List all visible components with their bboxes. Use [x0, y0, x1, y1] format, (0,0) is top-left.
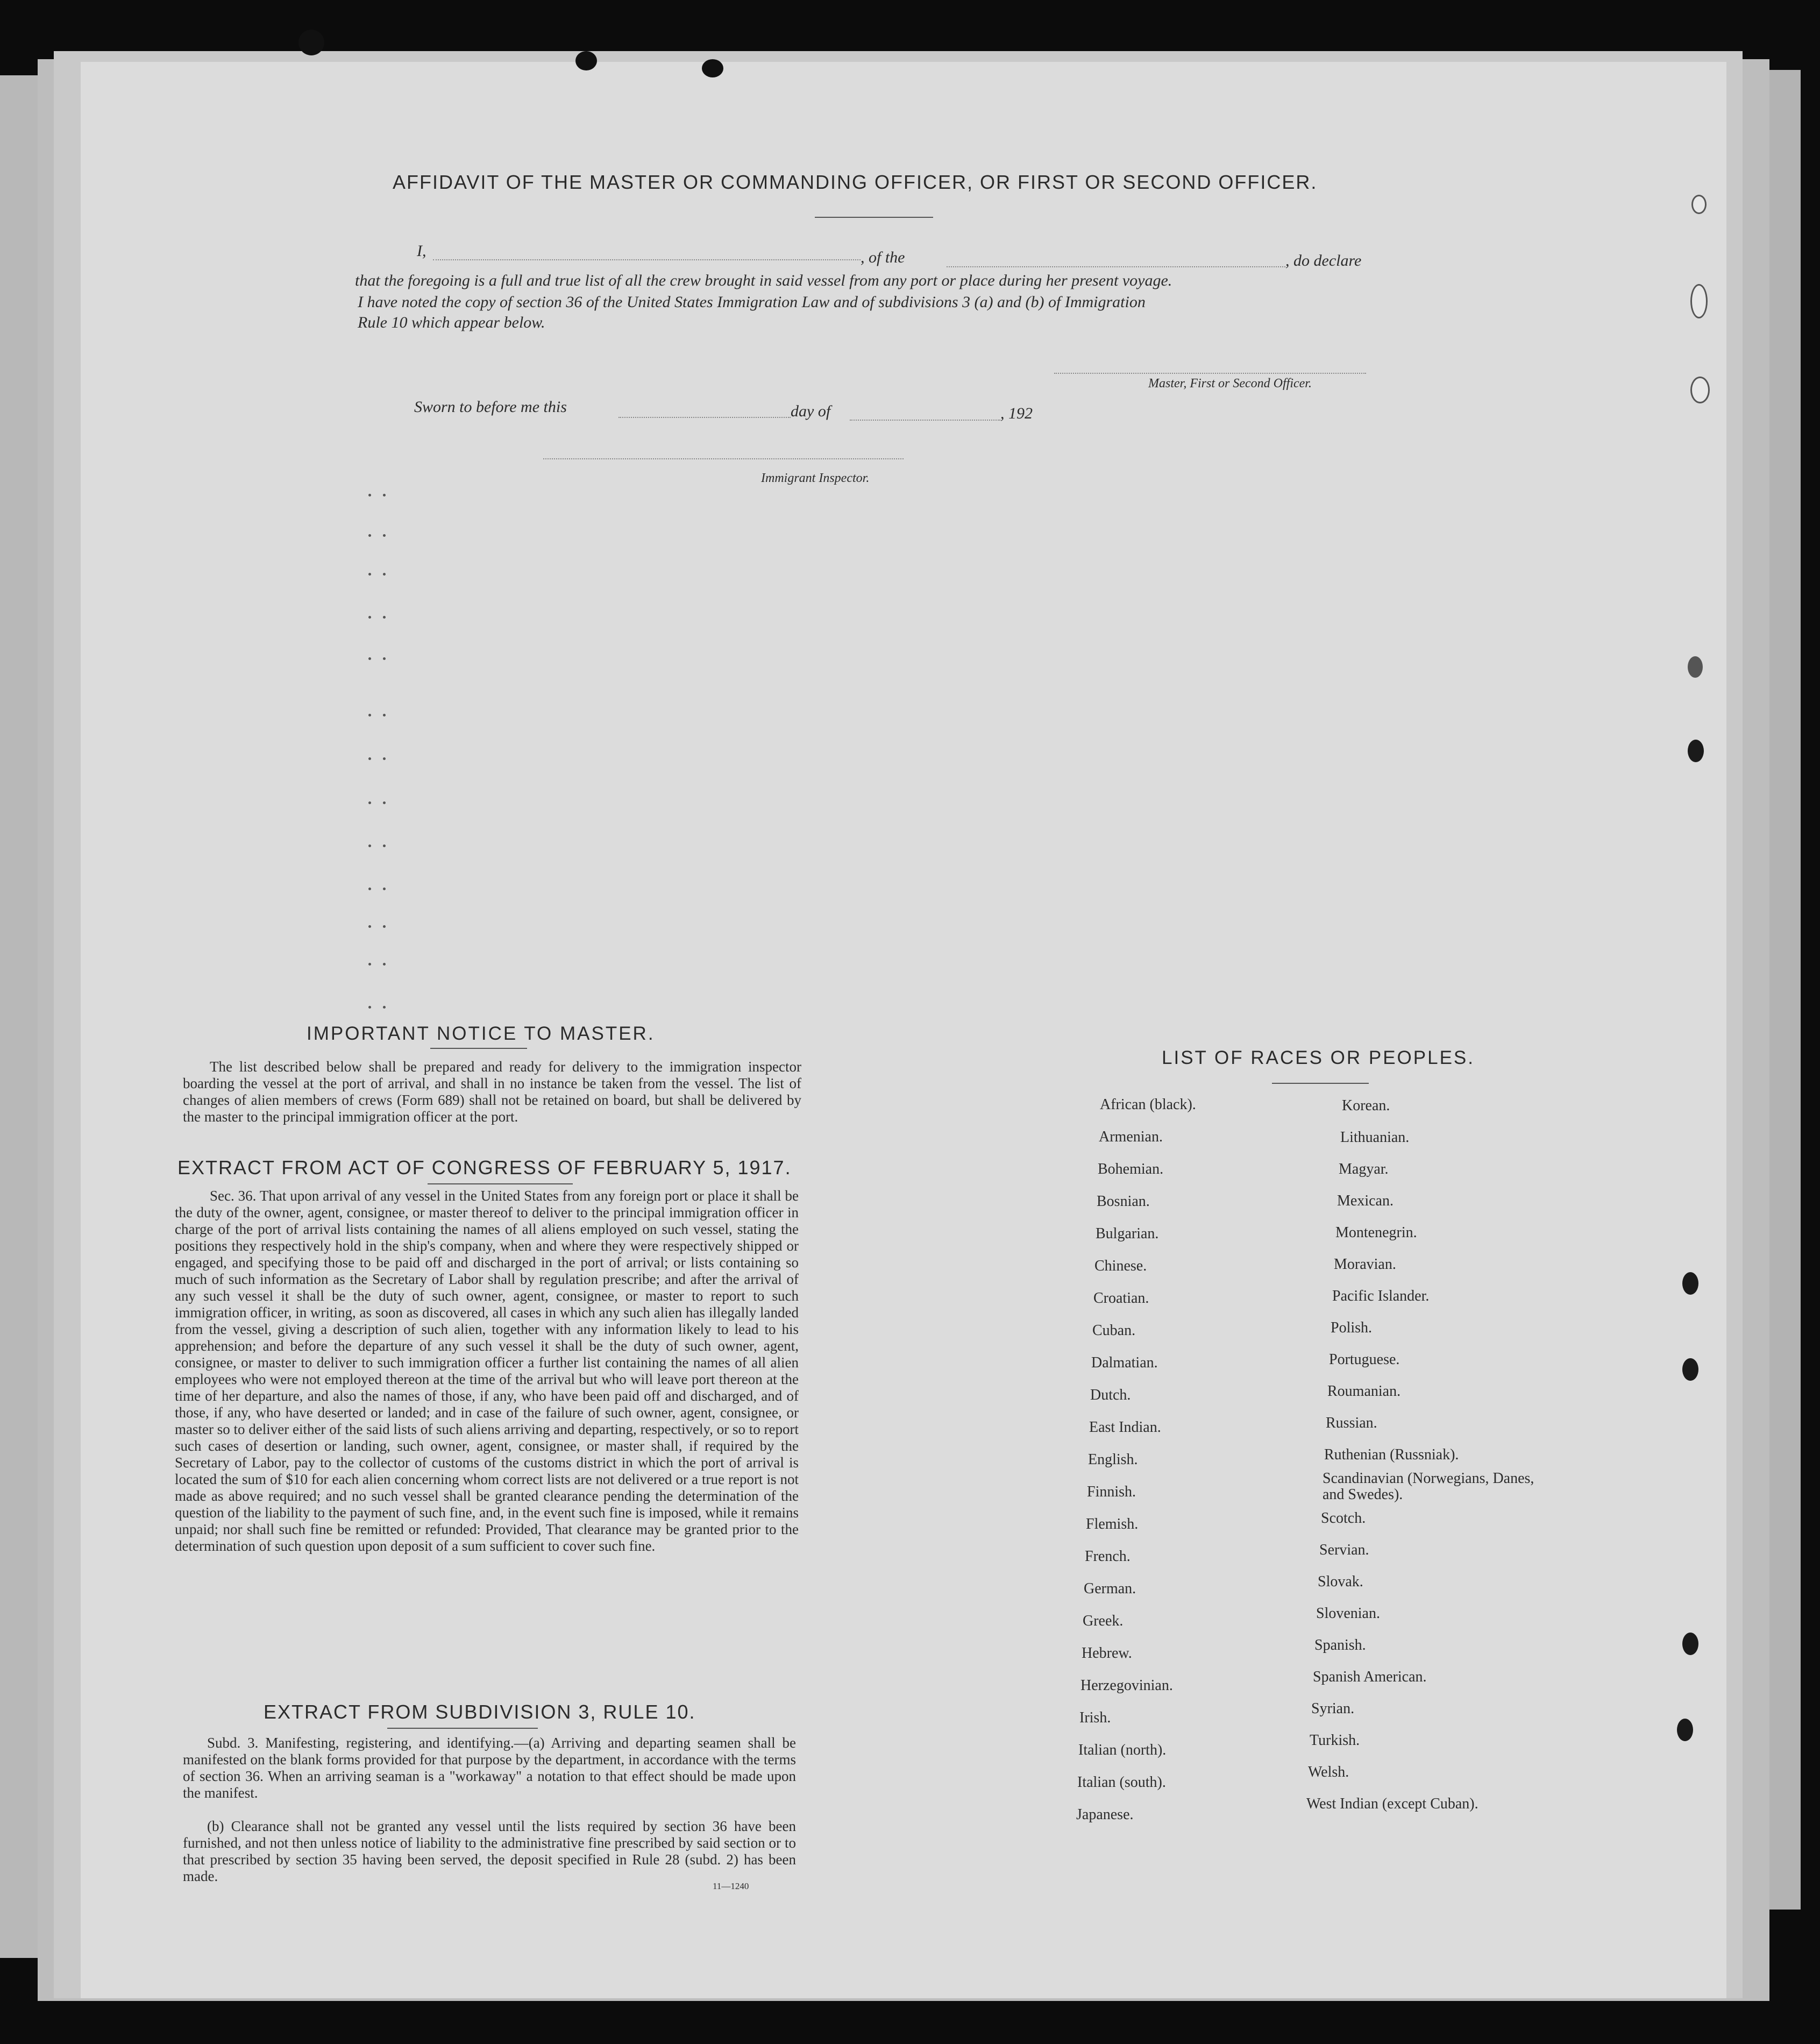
race-item: Croatian.	[1093, 1290, 1149, 1307]
race-item: Spanish.	[1314, 1637, 1366, 1653]
race-item: Armenian.	[1099, 1129, 1163, 1145]
race-item: Bosnian.	[1097, 1193, 1150, 1210]
binder-hole	[298, 30, 324, 55]
punch-hole	[1688, 656, 1703, 678]
dot-mark	[368, 888, 371, 890]
race-item: English.	[1088, 1451, 1138, 1468]
day-of-text: day of	[791, 402, 831, 420]
race-item: Korean.	[1342, 1097, 1390, 1114]
dot-mark	[383, 844, 386, 847]
binder-hole	[575, 51, 597, 70]
punch-hole	[1677, 1719, 1693, 1741]
race-item: Bohemian.	[1098, 1161, 1164, 1177]
race-item: Dalmatian.	[1091, 1354, 1158, 1371]
punch-hole	[1690, 377, 1710, 403]
race-item: Montenegrin.	[1335, 1224, 1417, 1241]
day-blank[interactable]	[618, 417, 791, 418]
dot-mark	[383, 1006, 386, 1009]
dot-mark	[383, 534, 386, 537]
dot-mark	[368, 963, 371, 966]
race-item: Cuban.	[1092, 1322, 1136, 1339]
race-item: East Indian.	[1089, 1419, 1161, 1436]
race-item: Mexican.	[1337, 1193, 1394, 1209]
dot-mark	[368, 573, 371, 576]
dot-mark	[383, 657, 386, 660]
dot-mark	[383, 888, 386, 890]
race-item: Servian.	[1319, 1542, 1369, 1558]
race-item: Slovenian.	[1316, 1605, 1380, 1622]
dot-mark	[383, 494, 386, 496]
dot-mark	[368, 757, 371, 760]
race-item: Herzegovinian.	[1080, 1677, 1173, 1694]
race-item: Russian.	[1326, 1415, 1377, 1431]
race-item: Chinese.	[1094, 1258, 1147, 1274]
dot-mark	[368, 534, 371, 537]
form-number: 11—1240	[713, 1881, 749, 1891]
dot-mark	[383, 925, 386, 928]
affidavit-i: I,	[417, 242, 426, 260]
sworn-text: Sworn to before me this	[414, 398, 567, 416]
race-item: Pacific Islander.	[1332, 1288, 1430, 1304]
act-text: Sec. 36. That upon arrival of any vessel in the United States from any foreign port or place it shall be the duty of the owner, agent, consignee, or master thereof to deliver to the principal immigration officer in charge of the port of arrival lists containing the names of all aliens employed on such vessel, stating the positions they respectively hold in the ship's company, when and where they were respectively shipped or engaged, and specifying those to be paid off and discharged in the port of arrival; or lists containing so much of such information as the Secretary of Labor shall by regulation prescribe; and after the arrival of any such vessel it shall be the duty of such owner, agent, consignee, or master to report to such immigration officer, in writing, as soon as discovered, all cases in which any such alien has illegally landed from the vessel, giving a description of such alien, together with any information likely to lead to his apprehension; and before the departure of any such vessel it shall be the duty of such owner, agent, consignee, or master to deliver to such immigration officer a further list containing the names of all alien employees who were not employed thereon at the time of the arrival but who will leave port thereon at the time of her departure, and also the names of those, if any, who have been paid off and discharged, and of those, if any, who have deserted or landed; and in case of the failure of such owner, agent, consignee, or master so to deliver either of the said lists of such aliens arriving and departing, respectively, or so to report such cases of desertion or landing, such owner, agent, consignee, or master shall, if required by the Secretary of Labor, pay to the collector of customs of the customs district in which the port of arrival is located the sum of $10 for each alien concerning whom correct lists are not delivered or a true report is not made as above required; and no such vessel shall be granted clearance pending the determination of the question of the liability to the payment of such fine, and, in the event such fine is imposed, while it remains unpaid; nor shall such fine be remitted or refunded: Provided, That clearance may be granted prior to the determination of such question upon deposit of a sum sufficient to cover such fine.	[175, 1188, 799, 1554]
race-item: Italian (north).	[1078, 1742, 1167, 1758]
dot-mark	[368, 616, 371, 619]
race-item: Irish.	[1079, 1709, 1111, 1726]
race-item: Flemish.	[1086, 1516, 1139, 1532]
race-item: Japanese.	[1076, 1806, 1134, 1823]
race-item: Scotch.	[1321, 1510, 1366, 1527]
punch-hole	[1690, 284, 1708, 318]
race-item: Finnish.	[1087, 1484, 1136, 1500]
race-item: Moravian.	[1334, 1256, 1396, 1273]
dot-mark	[383, 801, 386, 804]
notice-underline	[430, 1048, 527, 1049]
affidavit-line2: that the foregoing is a full and true list of all the crew brought in said vessel from any port or place during her present voyage.	[355, 272, 1172, 289]
year-text: , 192	[1000, 404, 1033, 422]
race-item: Scandinavian (Norwegians, Danes, and Swedes).	[1323, 1470, 1534, 1503]
race-item: Italian (south).	[1077, 1774, 1166, 1791]
race-item: Magyar.	[1339, 1161, 1389, 1177]
race-item: Syrian.	[1311, 1700, 1355, 1717]
name-blank[interactable]	[433, 259, 861, 260]
inspector-caption: Immigrant Inspector.	[761, 471, 870, 485]
race-item: Bulgarian.	[1096, 1225, 1159, 1242]
race-item: Greek.	[1083, 1613, 1124, 1629]
master-caption: Master, First or Second Officer.	[1148, 377, 1312, 391]
affidavit-of-the: , of the	[861, 249, 905, 266]
act-underline	[428, 1183, 573, 1184]
dot-mark	[368, 1006, 371, 1009]
punch-hole	[1682, 1272, 1698, 1295]
master-signature-line[interactable]	[1054, 373, 1366, 374]
rule-underline	[387, 1728, 538, 1729]
race-item: Slovak.	[1318, 1573, 1363, 1590]
affidavit-line4: Rule 10 which appear below.	[358, 314, 545, 331]
rule-text-a: Subd. 3. Manifesting, registering, and identifying.—(a) Arriving and departing seamen shall be manifested on the blank forms provided for that purpose by the department, in accordance with the terms of section 36. When an arriving seaman is a "workaway" a notation to that effect should be made upon the manifest.	[183, 1735, 796, 1801]
month-blank[interactable]	[850, 420, 1000, 421]
dot-mark	[383, 757, 386, 760]
punch-hole	[1682, 1358, 1698, 1381]
race-item: Welsh.	[1308, 1764, 1349, 1780]
race-item: Turkish.	[1310, 1732, 1360, 1749]
affidavit-title: AFFIDAVIT OF THE MASTER OR COMMANDING OFFICER, OR FIRST OR SECOND OFFICER.	[393, 171, 1318, 193]
dot-mark	[383, 963, 386, 966]
dot-mark	[368, 714, 371, 716]
races-title: LIST OF RACES OR PEOPLES.	[1162, 1047, 1475, 1068]
race-item: Polish.	[1331, 1319, 1373, 1336]
rule-text-b: (b) Clearance shall not be granted any vessel until the lists required by section 36 have been furnished, and not then unless notice of liability to the administrative fine prescribed by said section or to that prescribed by section 35 having been served, the deposit specified in Rule 28 (subd. 2) has been made.	[183, 1818, 796, 1884]
race-item: Portuguese.	[1329, 1351, 1400, 1368]
race-item: Spanish American.	[1313, 1669, 1427, 1685]
race-item: Roumanian.	[1327, 1383, 1401, 1400]
affidavit-declare: , do declare	[1285, 252, 1362, 269]
notice-title: IMPORTANT NOTICE TO MASTER.	[307, 1023, 655, 1044]
dot-mark	[368, 844, 371, 847]
notice-text: The list described below shall be prepared and ready for delivery to the immigration inspector boarding the vessel at the port of arrival, and shall in no instance be taken from the vessel. The list of changes of alien members of crews (Form 689) shall not be retained on board, but shall be delivered by the master to the principal immigration officer at the port.	[183, 1059, 801, 1125]
rule-title: EXTRACT FROM SUBDIVISION 3, RULE 10.	[264, 1701, 696, 1723]
dot-mark	[368, 925, 371, 928]
binder-hole	[702, 59, 723, 77]
left-page-edge	[0, 75, 38, 1958]
dot-mark	[383, 616, 386, 619]
dot-mark	[383, 714, 386, 716]
affidavit-line3: I have noted the copy of section 36 of the United States Immigration Law and of subdivisions 3 (a) and (b) of Immigration	[358, 293, 1146, 311]
race-item: African (black).	[1100, 1096, 1196, 1113]
race-item: Ruthenian (Russniak).	[1324, 1446, 1459, 1463]
races-underline	[1272, 1083, 1369, 1084]
race-item: German.	[1084, 1580, 1136, 1597]
race-item: Dutch.	[1090, 1387, 1131, 1403]
race-item: West Indian (except Cuban).	[1306, 1795, 1478, 1812]
title-underline	[815, 217, 933, 218]
vessel-blank[interactable]	[947, 266, 1285, 267]
dot-mark	[368, 657, 371, 660]
punch-hole	[1682, 1633, 1698, 1655]
race-item: Lithuanian.	[1340, 1129, 1410, 1146]
race-item: French.	[1085, 1548, 1131, 1565]
race-item: Hebrew.	[1082, 1645, 1132, 1662]
punch-hole	[1691, 195, 1707, 214]
dot-mark	[368, 494, 371, 496]
punch-hole	[1688, 740, 1704, 762]
inspector-signature-line[interactable]	[543, 458, 904, 459]
dot-mark	[383, 573, 386, 576]
act-title: EXTRACT FROM ACT OF CONGRESS OF FEBRUARY 5, 1917.	[177, 1156, 792, 1179]
dot-mark	[368, 801, 371, 804]
